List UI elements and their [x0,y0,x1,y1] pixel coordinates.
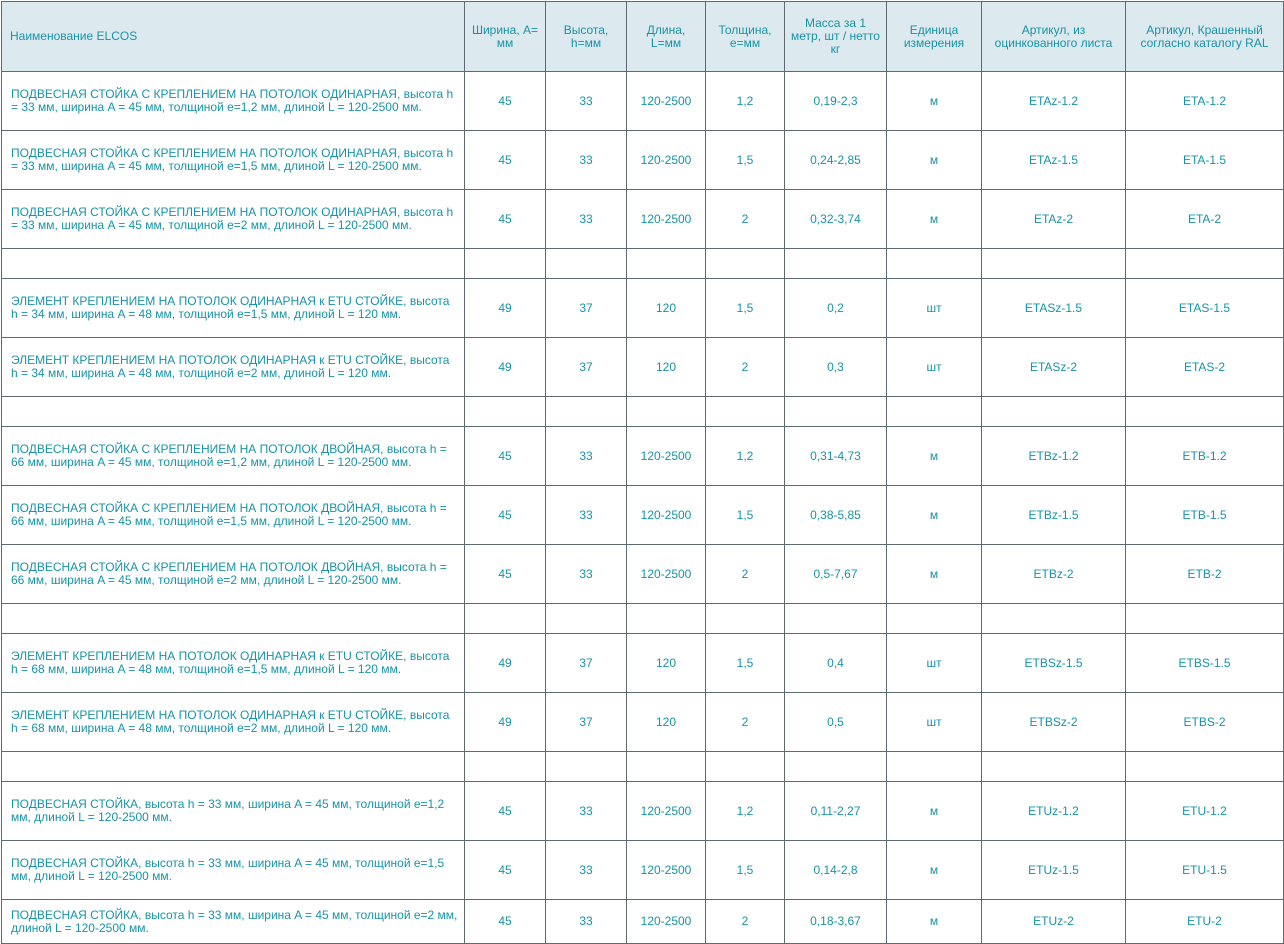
cell-name: ПОДВЕСНАЯ СТОЙКА С КРЕПЛЕНИЕМ НА ПОТОЛОК ДВОЙНАЯ, высота h = 66 мм, ширина A = 45 мм, толщиной e=2 мм, длиной L = 120-2500 мм. [2,545,465,604]
cell-width: 45 [465,545,546,604]
cell-height: 33 [546,72,627,131]
col-header-thickness: Толщина, е=мм [706,2,785,72]
cell-length: 120 [627,693,706,752]
separator-row [2,604,1284,634]
table-row [2,841,1284,900]
cell-mass: 0,5-7,67 [785,545,887,604]
cell-unit: шт [887,338,982,397]
cell-length: 120-2500 [627,900,706,944]
empty-cell [627,752,706,782]
cell-unit: м [887,72,982,131]
table-row [2,545,1284,604]
cell-name: ПОДВЕСНАЯ СТОЙКА С КРЕПЛЕНИЕМ НА ПОТОЛОК ОДИНАРНАЯ, высота h = 33 мм, ширина A = 45 мм, толщиной e=2 мм, длиной L = 120-2500 мм. [2,190,465,249]
cell-article-ral: ETA-1.2 [1126,72,1284,131]
cell-width: 45 [465,427,546,486]
table-row [2,782,1284,841]
empty-cell [627,249,706,279]
empty-cell [2,752,465,782]
cell-article-galvanized: ETUz-2 [982,900,1126,944]
cell-thickness: 1,2 [706,72,785,131]
col-header-height: Высота, h=мм [546,2,627,72]
empty-cell [1126,397,1284,427]
cell-article-ral: ETAS-2 [1126,338,1284,397]
cell-height: 33 [546,427,627,486]
table-row [2,190,1284,249]
table-row [2,72,1284,131]
cell-article-galvanized: ETASz-2 [982,338,1126,397]
cell-article-ral: ETU-2 [1126,900,1284,944]
cell-unit: м [887,427,982,486]
cell-unit: шт [887,693,982,752]
cell-mass: 0,19-2,3 [785,72,887,131]
empty-cell [887,397,982,427]
empty-cell [627,604,706,634]
cell-article-galvanized: ETASz-1.5 [982,279,1126,338]
col-header-length: Длина, L=мм [627,2,706,72]
cell-article-ral: ETB-1.2 [1126,427,1284,486]
cell-article-galvanized: ETAz-2 [982,190,1126,249]
empty-cell [982,249,1126,279]
empty-cell [627,397,706,427]
product-spec-table [1,1,1284,944]
cell-thickness: 1,5 [706,279,785,338]
table-row [2,486,1284,545]
cell-name: ПОДВЕСНАЯ СТОЙКА С КРЕПЛЕНИЕМ НА ПОТОЛОК ДВОЙНАЯ, высота h = 66 мм, ширина A = 45 мм, толщиной e=1,5 мм, длиной L = 120-2500 мм. [2,486,465,545]
table-row [2,131,1284,190]
cell-thickness: 2 [706,338,785,397]
cell-length: 120 [627,279,706,338]
cell-mass: 0,38-5,85 [785,486,887,545]
cell-length: 120-2500 [627,72,706,131]
cell-width: 45 [465,486,546,545]
empty-cell [546,604,627,634]
cell-width: 49 [465,693,546,752]
cell-name: ПОДВЕСНАЯ СТОЙКА С КРЕПЛЕНИЕМ НА ПОТОЛОК ОДИНАРНАЯ, высота h = 33 мм, ширина A = 45 мм, толщиной e=1,2 мм, длиной L = 120-2500 мм. [2,72,465,131]
cell-unit: м [887,900,982,944]
col-header-unit: Единица измерения [887,2,982,72]
cell-mass: 0,4 [785,634,887,693]
cell-unit: м [887,545,982,604]
empty-cell [1126,249,1284,279]
cell-width: 45 [465,782,546,841]
cell-article-galvanized: ETAz-1.2 [982,72,1126,131]
cell-article-ral: ETU-1.2 [1126,782,1284,841]
empty-cell [1126,752,1284,782]
cell-thickness: 1,5 [706,634,785,693]
cell-width: 49 [465,634,546,693]
table-row [2,634,1284,693]
empty-cell [982,604,1126,634]
empty-cell [465,397,546,427]
cell-height: 37 [546,279,627,338]
cell-name: ПОДВЕСНАЯ СТОЙКА С КРЕПЛЕНИЕМ НА ПОТОЛОК ОДИНАРНАЯ, высота h = 33 мм, ширина A = 45 мм, толщиной e=1,5 мм, длиной L = 120-2500 мм. [2,131,465,190]
empty-cell [785,604,887,634]
table-row [2,693,1284,752]
cell-height: 33 [546,545,627,604]
cell-name: ЭЛЕМЕНТ КРЕПЛЕНИЕМ НА ПОТОЛОК ОДИНАРНАЯ к ETU СТОЙКЕ, высота h = 68 мм, ширина A = 48 мм, толщиной e=1,5 мм, длиной L = 120 мм. [2,634,465,693]
empty-cell [887,249,982,279]
cell-length: 120-2500 [627,782,706,841]
empty-cell [785,249,887,279]
cell-height: 33 [546,900,627,944]
cell-height: 33 [546,782,627,841]
cell-article-galvanized: ETUz-1.5 [982,841,1126,900]
cell-name: ПОДВЕСНАЯ СТОЙКА, высота h = 33 мм, ширина A = 45 мм, толщиной e=1,5 мм, длиной L = 120-2500 мм. [2,841,465,900]
empty-cell [982,397,1126,427]
cell-article-galvanized: ETAz-1.5 [982,131,1126,190]
empty-cell [982,752,1126,782]
header-row [2,2,1284,72]
cell-width: 45 [465,841,546,900]
cell-article-galvanized: ETBz-1.2 [982,427,1126,486]
empty-cell [1126,604,1284,634]
cell-unit: шт [887,279,982,338]
empty-cell [546,752,627,782]
cell-name: ПОДВЕСНАЯ СТОЙКА, высота h = 33 мм, ширина A = 45 мм, толщиной e=2 мм, длиной L = 120-2500 мм. [2,900,465,944]
cell-mass: 0,32-3,74 [785,190,887,249]
cell-name: ПОДВЕСНАЯ СТОЙКА, высота h = 33 мм, ширина A = 45 мм, толщиной e=1,2 мм, длиной L = 120-2500 мм. [2,782,465,841]
cell-thickness: 1,5 [706,131,785,190]
empty-cell [887,752,982,782]
cell-name: ЭЛЕМЕНТ КРЕПЛЕНИЕМ НА ПОТОЛОК ОДИНАРНАЯ к ETU СТОЙКЕ, высота h = 34 мм, ширина A = 48 мм, толщиной e=2 мм, длиной L = 120 мм. [2,338,465,397]
cell-length: 120-2500 [627,841,706,900]
cell-width: 49 [465,279,546,338]
cell-article-ral: ETA-1.5 [1126,131,1284,190]
cell-article-ral: ETAS-1.5 [1126,279,1284,338]
cell-height: 33 [546,841,627,900]
empty-cell [2,397,465,427]
cell-unit: шт [887,634,982,693]
cell-article-ral: ETBS-2 [1126,693,1284,752]
empty-cell [785,752,887,782]
col-header-article-ral: Артикул, Крашенный согласно каталогу RAL [1126,2,1284,72]
cell-mass: 0,31-4,73 [785,427,887,486]
col-header-article-galvanized: Артикул, из оцинкованного листа [982,2,1126,72]
table-row [2,279,1284,338]
empty-cell [706,397,785,427]
cell-mass: 0,18-3,67 [785,900,887,944]
cell-article-galvanized: ETBSz-2 [982,693,1126,752]
table-body [2,72,1284,944]
cell-mass: 0,14-2,8 [785,841,887,900]
cell-length: 120-2500 [627,190,706,249]
cell-mass: 0,11-2,27 [785,782,887,841]
cell-mass: 0,2 [785,279,887,338]
cell-height: 37 [546,338,627,397]
cell-thickness: 1,5 [706,486,785,545]
separator-row [2,752,1284,782]
cell-thickness: 2 [706,693,785,752]
cell-width: 45 [465,900,546,944]
cell-unit: м [887,190,982,249]
cell-thickness: 1,2 [706,782,785,841]
cell-mass: 0,24-2,85 [785,131,887,190]
cell-height: 33 [546,190,627,249]
cell-unit: м [887,841,982,900]
cell-unit: м [887,782,982,841]
empty-cell [785,397,887,427]
empty-cell [465,604,546,634]
cell-article-ral: ETB-2 [1126,545,1284,604]
cell-thickness: 1,2 [706,427,785,486]
table-row [2,338,1284,397]
cell-article-galvanized: ETBz-2 [982,545,1126,604]
empty-cell [706,249,785,279]
cell-mass: 0,3 [785,338,887,397]
cell-height: 33 [546,131,627,190]
cell-thickness: 2 [706,900,785,944]
cell-width: 45 [465,190,546,249]
cell-height: 33 [546,486,627,545]
col-header-mass: Масса за 1 метр, шт / нетто кг [785,2,887,72]
cell-article-ral: ETU-1.5 [1126,841,1284,900]
cell-length: 120-2500 [627,545,706,604]
cell-unit: м [887,486,982,545]
separator-row [2,249,1284,279]
cell-height: 37 [546,693,627,752]
cell-article-ral: ETBS-1.5 [1126,634,1284,693]
cell-height: 37 [546,634,627,693]
col-header-name: Наименование ELCOS [2,2,465,72]
empty-cell [2,604,465,634]
empty-cell [706,604,785,634]
col-header-width: Ширина, А= мм [465,2,546,72]
empty-cell [706,752,785,782]
cell-thickness: 2 [706,190,785,249]
cell-name: ЭЛЕМЕНТ КРЕПЛЕНИЕМ НА ПОТОЛОК ОДИНАРНАЯ к ETU СТОЙКЕ, высота h = 34 мм, ширина A = 48 мм, толщиной e=1,5 мм, длиной L = 120 мм. [2,279,465,338]
separator-row [2,397,1284,427]
cell-thickness: 1,5 [706,841,785,900]
cell-mass: 0,5 [785,693,887,752]
cell-name: ПОДВЕСНАЯ СТОЙКА С КРЕПЛЕНИЕМ НА ПОТОЛОК ДВОЙНАЯ, высота h = 66 мм, ширина A = 45 мм, толщиной e=1,2 мм, длиной L = 120-2500 мм. [2,427,465,486]
cell-length: 120-2500 [627,486,706,545]
empty-cell [887,604,982,634]
table-row [2,427,1284,486]
cell-name: ЭЛЕМЕНТ КРЕПЛЕНИЕМ НА ПОТОЛОК ОДИНАРНАЯ к ETU СТОЙКЕ, высота h = 68 мм, ширина A = 48 мм, толщиной e=2 мм, длиной L = 120 мм. [2,693,465,752]
cell-unit: м [887,131,982,190]
empty-cell [546,249,627,279]
empty-cell [465,249,546,279]
empty-cell [2,249,465,279]
cell-width: 45 [465,72,546,131]
cell-length: 120-2500 [627,427,706,486]
cell-article-ral: ETA-2 [1126,190,1284,249]
table-row [2,900,1284,944]
cell-article-ral: ETB-1.5 [1126,486,1284,545]
cell-length: 120 [627,338,706,397]
cell-article-galvanized: ETBz-1.5 [982,486,1126,545]
cell-thickness: 2 [706,545,785,604]
cell-article-galvanized: ETUz-1.2 [982,782,1126,841]
cell-article-galvanized: ETBSz-1.5 [982,634,1126,693]
cell-width: 49 [465,338,546,397]
empty-cell [465,752,546,782]
cell-width: 45 [465,131,546,190]
empty-cell [546,397,627,427]
cell-length: 120-2500 [627,131,706,190]
cell-length: 120 [627,634,706,693]
